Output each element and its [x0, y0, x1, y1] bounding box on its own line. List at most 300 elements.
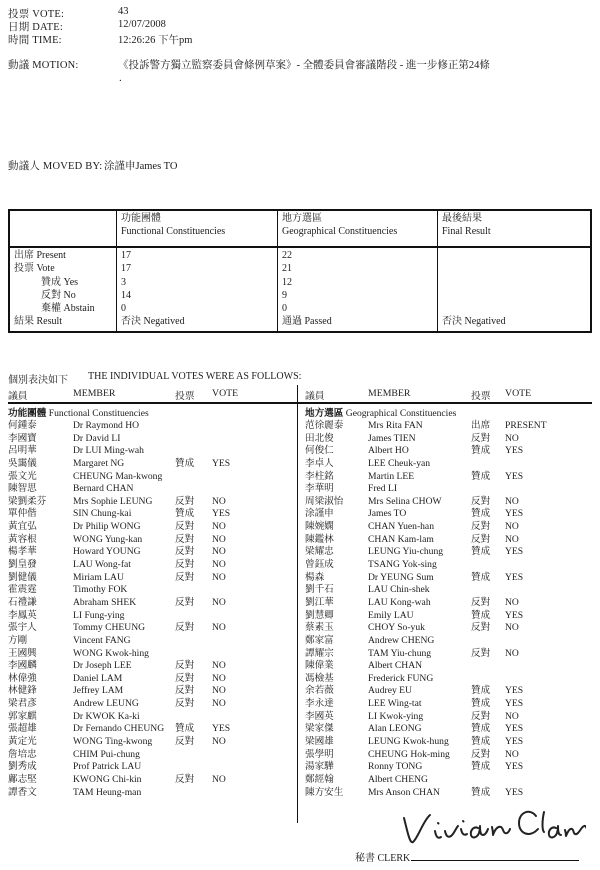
summary-geographical-value: 21	[282, 263, 292, 275]
member-name-cn: 陳偉業	[305, 660, 334, 672]
member-name-cn: 方剛	[8, 634, 28, 646]
member-vote-cn: 反對	[471, 647, 491, 659]
member-row	[8, 648, 298, 661]
summary-geographical-value: 12	[282, 276, 292, 288]
member-name-cn: 陳智思	[8, 483, 37, 495]
member-vote-en: NO	[212, 546, 226, 558]
summary-functional-value: 14	[121, 289, 131, 301]
member-vote-en: PRESENT	[505, 420, 547, 431]
summary-functional-value: 17	[121, 263, 131, 275]
member-vote-en: NO	[505, 432, 519, 444]
member-name-cn: 李卓人	[305, 457, 334, 469]
member-name-en: Vincent FANG	[73, 634, 131, 646]
member-name-en: Albert HO	[368, 445, 409, 457]
summary-functional-value: 0	[121, 303, 126, 315]
summary-final-value	[442, 262, 587, 275]
member-name-cn: 陳鑑林	[305, 533, 334, 545]
member-name-cn: 周梁淑怡	[305, 495, 344, 507]
member-row	[305, 496, 595, 509]
member-name-cn: 田北俊	[305, 432, 334, 444]
member-vote-cn: 贊成	[175, 508, 195, 520]
member-vote-cn: 贊成	[471, 761, 491, 773]
member-row	[305, 546, 595, 559]
member-row	[8, 685, 298, 698]
member-row	[305, 471, 595, 484]
member-name-en: Mrs Sophie LEUNG	[73, 495, 153, 507]
summary-geographical-value: 0	[282, 303, 287, 315]
member-vote-cn: 贊成	[471, 546, 491, 558]
member-name-en: SIN Chung-kai	[73, 508, 132, 520]
member-vote-en: NO	[212, 660, 226, 672]
summary-final-value	[442, 302, 587, 315]
header-rule	[8, 402, 592, 404]
summary-row-label: 棄權 Abstain	[41, 303, 95, 315]
member-vote-cn: 贊成	[471, 736, 491, 748]
member-name-en: TAM Yiu-chung	[368, 647, 432, 659]
member-vote-en: YES	[505, 470, 524, 482]
summary-header-geographical	[277, 211, 437, 246]
summary-geographical-value: 通過 Passed	[282, 316, 332, 328]
member-vote-cn: 反對	[471, 710, 491, 722]
member-name-cn: 李國寶	[8, 432, 37, 444]
member-vote-en: YES	[212, 508, 231, 520]
member-name-cn: 王國興	[8, 647, 37, 659]
member-vote-cn: 贊成	[471, 786, 491, 798]
member-row	[8, 597, 298, 610]
date-value: 12/07/2008	[118, 19, 166, 30]
member-name-en: CHEUNG Hok-ming	[368, 748, 450, 760]
member-name-en: Dr Fernando CHEUNG	[73, 723, 165, 735]
member-vote-en: NO	[212, 622, 226, 634]
member-name-cn: 劉慧卿	[305, 609, 334, 621]
member-name-cn: 譚香文	[8, 786, 37, 798]
summary-header-final-result	[437, 211, 590, 246]
member-row	[8, 445, 298, 458]
member-row	[8, 610, 298, 623]
member-name-cn: 霍震霆	[8, 584, 37, 596]
member-name-cn: 梁君彥	[8, 698, 37, 710]
member-row	[305, 433, 595, 446]
right-vote-col-header: 投票	[471, 391, 491, 402]
member-name-en: KWONG Chi-kin	[73, 773, 142, 785]
member-row	[305, 420, 595, 433]
member-row	[8, 572, 298, 585]
date-label: 日期 DATE:	[8, 22, 63, 33]
left-vote-en-col-header: VOTE	[212, 388, 239, 399]
member-row	[305, 635, 595, 648]
member-name-cn: 楊森	[305, 571, 325, 583]
summary-final-column	[437, 248, 590, 331]
member-row	[8, 521, 298, 534]
member-row	[305, 597, 595, 610]
member-vote-cn: 贊成	[471, 609, 491, 621]
member-row	[305, 534, 595, 547]
member-name-cn: 石禮謙	[8, 596, 37, 608]
member-vote-en: NO	[212, 533, 226, 545]
member-vote-cn: 反對	[175, 773, 195, 785]
member-row	[8, 761, 298, 774]
member-vote-cn: 反對	[471, 521, 491, 533]
member-vote-en: NO	[212, 698, 226, 710]
member-vote-en: YES	[505, 546, 524, 558]
member-name-en: Dr Philip WONG	[73, 521, 141, 533]
member-vote-cn: 贊成	[471, 470, 491, 482]
member-name-cn: 林健鋒	[8, 685, 37, 697]
member-row	[8, 749, 298, 762]
member-vote-en: NO	[212, 559, 226, 571]
individual-votes-title-cn: 個別表決如下	[8, 375, 68, 386]
member-vote-en: NO	[505, 748, 519, 760]
member-vote-cn: 反對	[175, 495, 195, 507]
member-row	[8, 534, 298, 547]
member-vote-en: YES	[505, 609, 524, 621]
member-vote-cn: 贊成	[175, 723, 195, 735]
member-name-cn: 湯家驊	[305, 761, 334, 773]
member-name-cn: 范徐麗泰	[305, 420, 344, 431]
member-name-en: Timothy FOK	[73, 584, 128, 596]
member-name-en: Abraham SHEK	[73, 596, 137, 608]
vote-number-value: 43	[118, 6, 129, 17]
member-name-en: James TO	[368, 508, 407, 520]
vote-summary-table	[8, 209, 592, 333]
member-row	[8, 673, 298, 686]
member-name-cn: 張學明	[305, 748, 334, 760]
time-value: 12:26:26 下午pm	[118, 35, 193, 46]
member-vote-en: NO	[505, 647, 519, 659]
member-row	[8, 433, 298, 446]
member-name-en: Albert CHENG	[368, 773, 428, 785]
member-row	[305, 483, 595, 496]
member-name-cn: 李國麟	[8, 660, 37, 672]
member-name-en: James TIEN	[368, 432, 416, 444]
member-vote-cn: 反對	[175, 672, 195, 684]
member-vote-en: NO	[212, 596, 226, 608]
member-row	[8, 622, 298, 635]
summary-geographical-value: 22	[282, 250, 292, 261]
member-row	[305, 521, 595, 534]
member-name-cn: 譚耀宗	[305, 647, 334, 659]
member-name-en: Ronny TONG	[368, 761, 423, 773]
member-name-cn: 劉健儀	[8, 571, 37, 583]
member-name-en: Emily LAU	[368, 609, 414, 621]
summary-header-functional	[116, 211, 277, 246]
member-vote-cn: 反對	[175, 622, 195, 634]
member-name-cn: 劉秀成	[8, 761, 37, 773]
member-vote-cn: 反對	[175, 660, 195, 672]
functional-section-header	[8, 405, 149, 419]
member-name-en: Dr Joseph LEE	[73, 660, 132, 672]
individual-votes-title-en: THE INDIVIDUAL VOTES WERE AS FOLLOWS:	[88, 371, 302, 382]
member-name-en: Dr LUI Ming-wah	[73, 445, 144, 457]
member-vote-cn: 贊成	[471, 571, 491, 583]
member-row	[8, 420, 298, 433]
member-name-en: Daniel LAM	[73, 672, 123, 684]
member-vote-en: NO	[505, 596, 519, 608]
member-name-cn: 詹培忠	[8, 748, 37, 760]
functional-members-list	[8, 420, 298, 799]
member-row	[8, 584, 298, 597]
summary-header-geographical-en: Geographical Constituencies	[282, 225, 398, 237]
member-vote-en: NO	[212, 521, 226, 533]
member-name-cn: 余若薇	[305, 685, 334, 697]
summary-row-label: 贊成 Yes	[41, 276, 79, 288]
member-name-en: Tommy CHEUNG	[73, 622, 146, 634]
member-name-cn: 鄺志堅	[8, 773, 37, 785]
member-row	[305, 698, 595, 711]
member-row	[8, 774, 298, 787]
moved-by-label: 動議人 MOVED BY:	[8, 161, 103, 172]
summary-table-header	[10, 211, 590, 248]
summary-header-geographical-cn: 地方選區	[282, 213, 322, 224]
member-vote-cn: 反對	[175, 533, 195, 545]
member-vote-en: YES	[505, 445, 524, 457]
member-name-cn: 李永達	[305, 698, 334, 710]
member-name-en: Jeffrey LAM	[73, 685, 124, 697]
member-name-en: Margaret NG	[73, 457, 125, 469]
member-name-cn: 梁劉柔芬	[8, 495, 47, 507]
member-vote-cn: 反對	[471, 533, 491, 545]
member-name-en: LI Fung-ying	[73, 609, 125, 621]
member-name-en: CHAN Kam-lam	[368, 533, 434, 545]
member-name-cn: 鄭經翰	[305, 773, 334, 785]
time-row	[8, 32, 568, 45]
member-vote-en: YES	[505, 761, 524, 773]
time-label: 時間 TIME:	[8, 35, 62, 46]
member-name-en: Andrew CHENG	[368, 634, 435, 646]
member-row	[305, 711, 595, 724]
member-row	[8, 723, 298, 736]
member-vote-en: YES	[505, 698, 524, 710]
member-name-en: LAU Wong-fat	[73, 559, 131, 571]
member-vote-cn: 贊成	[471, 723, 491, 735]
summary-final-value	[442, 276, 587, 289]
member-vote-cn: 贊成	[175, 457, 195, 469]
summary-final-value	[442, 289, 587, 302]
member-name-cn: 劉江華	[305, 596, 334, 608]
member-vote-en: NO	[212, 672, 226, 684]
member-name-cn: 馮檢基	[305, 672, 334, 684]
member-vote-cn: 反對	[175, 559, 195, 571]
member-row	[305, 660, 595, 673]
member-name-cn: 郭家麒	[8, 710, 37, 722]
member-name-cn: 涂謹申	[305, 508, 334, 520]
member-name-en: Fred LI	[368, 483, 398, 495]
member-name-en: Prof Patrick LAU	[73, 761, 142, 773]
member-row	[305, 648, 595, 661]
summary-labels-column	[10, 248, 116, 331]
member-name-en: Dr KWOK Ka-ki	[73, 710, 140, 722]
member-name-en: Mrs Rita FAN	[368, 420, 423, 431]
member-name-en: TSANG Yok-sing	[368, 559, 437, 571]
member-name-en: CHIM Pui-chung	[73, 748, 140, 760]
member-name-cn: 何鍾泰	[8, 420, 37, 431]
member-vote-en: YES	[505, 685, 524, 697]
member-vote-en: NO	[505, 533, 519, 545]
member-name-cn: 劉皇發	[8, 559, 37, 571]
member-vote-cn: 反對	[471, 622, 491, 634]
left-member-col-header: 議員	[8, 391, 28, 402]
member-vote-cn: 反對	[175, 685, 195, 697]
summary-header-blank	[10, 211, 116, 246]
member-name-en: LEE Cheuk-yan	[368, 457, 431, 469]
member-name-en: LI Kwok-ying	[368, 710, 424, 722]
member-name-cn: 梁家傑	[305, 723, 334, 735]
member-vote-en: NO	[212, 495, 226, 507]
member-vote-en: YES	[212, 723, 231, 735]
vote-number-label: 投票 VOTE:	[8, 9, 65, 20]
member-vote-en: NO	[505, 495, 519, 507]
member-vote-en: YES	[505, 723, 524, 735]
member-row	[8, 546, 298, 559]
member-vote-cn: 反對	[471, 432, 491, 444]
member-name-en: Dr David LI	[73, 432, 121, 444]
member-vote-cn: 反對	[175, 596, 195, 608]
right-member-col-header: 議員	[305, 391, 325, 402]
left-vote-col-header: 投票	[175, 391, 195, 402]
member-vote-cn: 贊成	[471, 508, 491, 520]
summary-table-body	[10, 248, 590, 331]
member-vote-en: NO	[212, 685, 226, 697]
member-name-en: Dr Raymond HO	[73, 420, 140, 431]
motion-text: 《投訴警方獨立監察委員會條例草案》- 全體委員會審議階段 - 進一步修正第24條	[118, 60, 490, 71]
member-name-cn: 李華明	[305, 483, 334, 495]
summary-row-label: 反對 No	[41, 289, 76, 301]
member-row	[305, 610, 595, 623]
member-name-en: Martin LEE	[368, 470, 415, 482]
member-vote-en: YES	[505, 508, 524, 520]
member-row	[8, 660, 298, 673]
member-row	[8, 559, 298, 572]
member-name-cn: 張超雄	[8, 723, 37, 735]
member-name-cn: 黃容根	[8, 533, 37, 545]
member-row	[305, 458, 595, 471]
member-row	[305, 749, 595, 762]
member-name-en: WONG Ting-kwong	[73, 736, 153, 748]
member-name-en: Albert CHAN	[368, 660, 423, 672]
member-row	[8, 635, 298, 648]
summary-row-label: 出席 Present	[14, 250, 66, 261]
member-name-en: Mrs Anson CHAN	[368, 786, 440, 798]
vote-number-row	[8, 6, 568, 19]
member-name-en: LEUNG Yiu-chung	[368, 546, 444, 558]
member-name-cn: 李國英	[305, 710, 334, 722]
summary-header-functional-en: Functional Constituencies	[121, 225, 226, 237]
member-row	[305, 572, 595, 585]
summary-row-label: 投票 Vote	[14, 263, 55, 275]
geographical-section-header	[305, 405, 456, 419]
moved-by-value: 涂謹申James TO	[104, 161, 178, 172]
summary-functional-value: 17	[121, 250, 131, 261]
right-member-en-col-header: MEMBER	[368, 388, 411, 399]
summary-geographical-value: 9	[282, 289, 287, 301]
member-row	[305, 508, 595, 521]
member-row	[8, 736, 298, 749]
member-vote-en: YES	[505, 736, 524, 748]
member-name-cn: 李柱銘	[305, 470, 334, 482]
geographical-members-list	[305, 420, 595, 799]
member-name-cn: 張宇人	[8, 622, 37, 634]
member-name-en: Frederick FUNG	[368, 672, 434, 684]
member-row	[305, 723, 595, 736]
member-name-en: Howard YOUNG	[73, 546, 141, 558]
member-row	[8, 471, 298, 484]
summary-functional-value: 3	[121, 276, 126, 288]
member-name-cn: 梁國雄	[305, 736, 334, 748]
member-row	[8, 483, 298, 496]
motion-row	[8, 57, 568, 70]
member-name-en: Dr YEUNG Sum	[368, 571, 434, 583]
member-name-cn: 楊孝華	[8, 546, 37, 558]
summary-header-functional-cn: 功能團體	[121, 213, 161, 224]
member-name-cn: 陳婉嫻	[305, 521, 334, 533]
member-row	[8, 508, 298, 521]
member-name-en: TAM Heung-man	[73, 786, 142, 798]
member-name-en: Miriam LAU	[73, 571, 124, 583]
member-row	[8, 458, 298, 471]
member-vote-en: YES	[505, 571, 524, 583]
member-vote-cn: 反對	[175, 736, 195, 748]
member-vote-en: NO	[505, 710, 519, 722]
member-vote-cn: 贊成	[471, 685, 491, 697]
member-name-cn: 曾鈺成	[305, 559, 334, 571]
member-name-en: LEE Wing-tat	[368, 698, 422, 710]
member-vote-en: YES	[212, 457, 231, 469]
member-vote-cn: 反對	[175, 546, 195, 558]
member-name-cn: 劉千石	[305, 584, 334, 596]
member-name-en: WONG Kwok-hing	[73, 647, 149, 659]
member-vote-cn: 反對	[175, 698, 195, 710]
member-row	[8, 711, 298, 724]
geographical-section-en: Geographical Constituencies	[345, 408, 457, 419]
member-row	[305, 787, 595, 800]
member-name-cn: 黃定光	[8, 736, 37, 748]
member-name-cn: 梁耀忠	[305, 546, 334, 558]
member-row	[305, 736, 595, 749]
member-name-en: LAU Chin-shek	[368, 584, 430, 596]
geographical-section-cn: 地方選區	[305, 408, 344, 419]
member-name-en: Andrew LEUNG	[73, 698, 139, 710]
member-row	[305, 445, 595, 458]
member-name-en: LEUNG Kwok-hung	[368, 736, 449, 748]
moved-by-row	[8, 158, 568, 171]
member-name-en: Alan LEONG	[368, 723, 422, 735]
member-vote-cn: 反對	[471, 495, 491, 507]
member-vote-en: NO	[505, 521, 519, 533]
member-name-en: LAU Kong-wah	[368, 596, 431, 608]
member-name-cn: 黃宜弘	[8, 521, 37, 533]
summary-header-final-cn: 最後結果	[442, 213, 482, 224]
member-vote-en: NO	[505, 622, 519, 634]
member-name-cn: 林偉強	[8, 672, 37, 684]
member-row	[305, 622, 595, 635]
member-name-en: Mrs Selina CHOW	[368, 495, 442, 507]
member-name-cn: 呂明華	[8, 445, 37, 457]
member-vote-cn: 贊成	[471, 698, 491, 710]
member-vote-cn: 反對	[175, 521, 195, 533]
clerk-signature-row	[355, 849, 579, 864]
summary-row-label: 結果 Result	[14, 316, 63, 328]
member-row	[305, 559, 595, 572]
functional-section-cn: 功能團體	[8, 408, 47, 419]
member-vote-en: NO	[212, 736, 226, 748]
member-row	[305, 774, 595, 787]
member-vote-en: YES	[505, 786, 524, 798]
member-name-cn: 何俊仁	[305, 445, 334, 457]
member-name-en: CHEUNG Man-kwong	[73, 470, 163, 482]
member-vote-cn: 反對	[471, 748, 491, 760]
member-name-cn: 單仲偕	[8, 508, 37, 520]
member-vote-en: NO	[212, 773, 226, 785]
